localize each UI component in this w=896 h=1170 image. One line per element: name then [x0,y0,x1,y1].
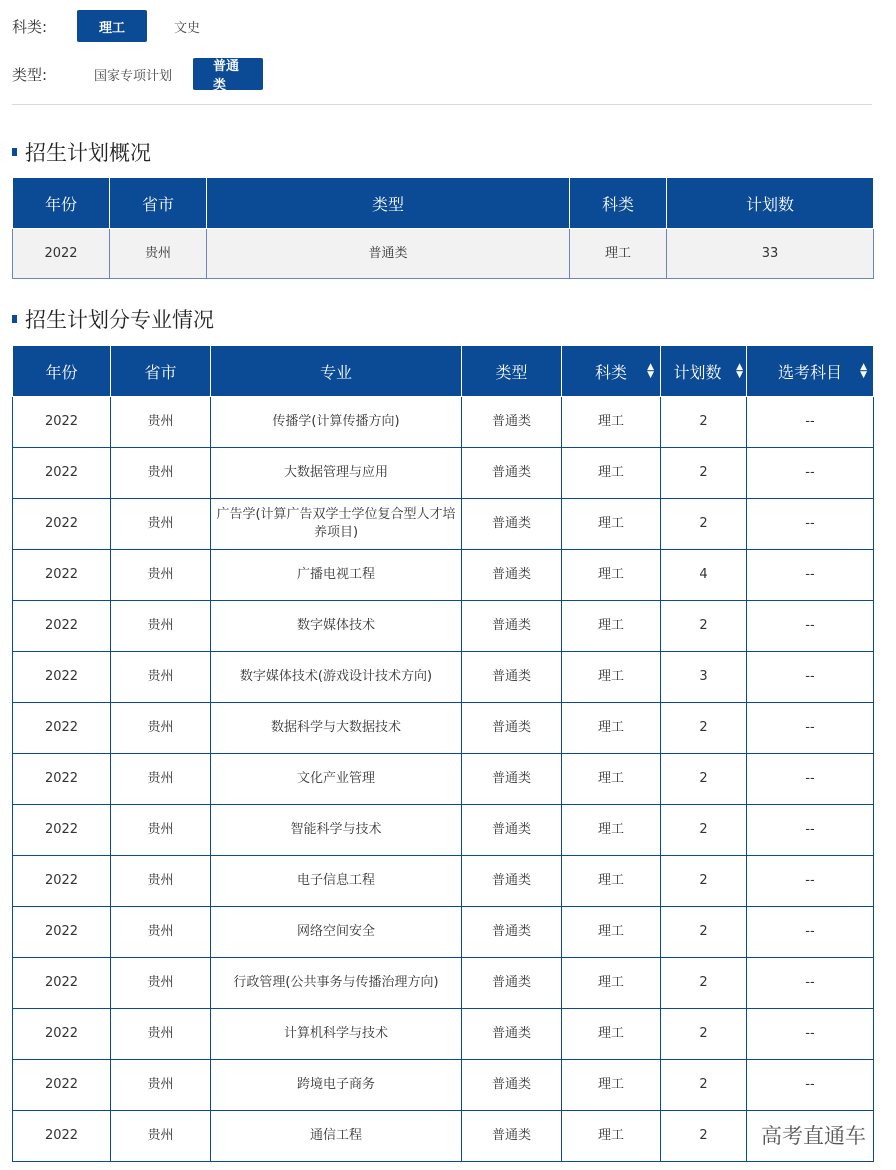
summary-plan-count: 33 [667,229,874,279]
table-row [13,958,874,1009]
detail-header-year: 年份 [13,346,111,397]
summary-table [12,177,874,279]
summary-year: 2022 [13,229,110,279]
cell-type: 普通类 [462,652,562,703]
cell-plan-count: 2 [661,1111,747,1162]
category-filter [12,10,227,42]
cell-province: 贵州 [111,958,211,1009]
cell-category: 理工 [562,907,661,958]
cell-major: 电子信息工程 [211,856,462,907]
cell-category: 理工 [562,1111,661,1162]
cell-province: 贵州 [111,448,211,499]
divider [12,104,872,105]
type-option-national-special[interactable]: 国家专项计划 [93,68,172,84]
cell-major: 数字媒体技术 [211,601,462,652]
cell-year: 2022 [13,1111,111,1162]
detail-header-subjects[interactable] [747,346,874,397]
table-row [13,448,874,499]
table-row [13,805,874,856]
cell-plan-count: 2 [661,1060,747,1111]
cell-category: 理工 [562,856,661,907]
cell-province: 贵州 [111,550,211,601]
cell-year: 2022 [13,856,111,907]
cell-plan-count: 2 [661,805,747,856]
cell-year: 2022 [13,754,111,805]
category-option-science[interactable]: 理工 [77,10,147,42]
detail-header-plan-count-label: 计划数 [673,362,722,382]
cell-plan-count: 2 [661,1009,747,1060]
cell-province: 贵州 [111,1111,211,1162]
summary-header-type: 类型 [207,178,570,229]
detail-table [12,345,874,1162]
table-row [13,1111,874,1162]
cell-major: 传播学(计算传播方向) [211,397,462,448]
cell-subjects: -- [747,805,874,856]
table-row [13,1060,874,1111]
cell-year: 2022 [13,907,111,958]
detail-section-title [12,304,214,334]
cell-type: 普通类 [462,958,562,1009]
title-bullet [12,148,17,156]
detail-header-major: 专业 [211,346,462,397]
cell-subjects: -- [747,448,874,499]
cell-province: 贵州 [111,397,211,448]
cell-year: 2022 [13,499,111,550]
cell-subjects: -- [747,856,874,907]
cell-province: 贵州 [111,1060,211,1111]
cell-subjects: -- [747,550,874,601]
sort-icon[interactable]: ▲ ▼ [736,362,743,380]
table-row [13,856,874,907]
cell-type: 普通类 [462,856,562,907]
cell-plan-count: 2 [661,754,747,805]
cell-year: 2022 [13,805,111,856]
cell-type: 普通类 [462,601,562,652]
cell-province: 贵州 [111,907,211,958]
summary-header-plan-count: 计划数 [667,178,874,229]
cell-type: 普通类 [462,907,562,958]
cell-year: 2022 [13,652,111,703]
cell-category: 理工 [562,1009,661,1060]
summary-title-text: 招生计划概况 [25,141,151,165]
cell-subjects: -- [747,1009,874,1060]
cell-subjects: -- [747,397,874,448]
cell-plan-count: 2 [661,856,747,907]
cell-type: 普通类 [462,1009,562,1060]
cell-major: 计算机科学与技术 [211,1009,462,1060]
table-row [13,550,874,601]
cell-year: 2022 [13,550,111,601]
cell-major: 数字媒体技术(游戏设计技术方向) [211,652,462,703]
summary-header-province: 省市 [110,178,207,229]
detail-header-province: 省市 [111,346,211,397]
detail-header-subjects-label: 选考科目 [777,362,842,382]
table-row [13,907,874,958]
detail-header-category-label: 科类 [594,362,627,382]
cell-plan-count: 3 [661,652,747,703]
summary-row [13,229,874,279]
cell-plan-count: 2 [661,601,747,652]
cell-type: 普通类 [462,805,562,856]
cell-type: 普通类 [462,550,562,601]
table-row [13,1009,874,1060]
category-label: 科类: [12,17,48,36]
cell-province: 贵州 [111,601,211,652]
cell-major: 广告学(计算广告双学士学位复合型人才培养项目) [211,499,462,550]
cell-year: 2022 [13,958,111,1009]
cell-type: 普通类 [462,1111,562,1162]
cell-type: 普通类 [462,1060,562,1111]
cell-subjects: -- [747,1060,874,1111]
cell-type: 普通类 [462,397,562,448]
sort-icon[interactable]: ▲ ▼ [647,362,654,380]
cell-category: 理工 [562,1060,661,1111]
cell-major: 数据科学与大数据技术 [211,703,462,754]
cell-subjects: -- [747,907,874,958]
table-row [13,397,874,448]
table-row [13,652,874,703]
cell-year: 2022 [13,448,111,499]
summary-header-row [13,178,874,229]
detail-title-text: 招生计划分专业情况 [25,308,214,332]
cell-plan-count: 2 [661,958,747,1009]
cell-province: 贵州 [111,652,211,703]
summary-type: 普通类 [207,229,570,279]
cell-subjects: -- [747,958,874,1009]
cell-category: 理工 [562,805,661,856]
table-row [13,601,874,652]
cell-year: 2022 [13,397,111,448]
cell-category: 理工 [562,754,661,805]
cell-year: 2022 [13,1060,111,1111]
type-filter [12,58,263,93]
type-label: 类型: [12,65,48,84]
category-option-arts[interactable]: 文史 [173,20,200,36]
table-row [13,499,874,550]
title-bullet [12,315,17,323]
cell-province: 贵州 [111,499,211,550]
detail-header-category[interactable] [562,346,661,397]
cell-category: 理工 [562,601,661,652]
cell-major: 跨境电子商务 [211,1060,462,1111]
cell-category: 理工 [562,703,661,754]
watermark: 高考直通车 [757,1118,870,1152]
cell-major: 行政管理(公共事务与传播治理方向) [211,958,462,1009]
cell-year: 2022 [13,601,111,652]
cell-plan-count: 2 [661,703,747,754]
summary-header-category: 科类 [570,178,667,229]
summary-province: 贵州 [110,229,207,279]
cell-category: 理工 [562,397,661,448]
sort-icon[interactable]: ▲ ▼ [860,362,867,380]
detail-header-row [13,346,874,397]
cell-major: 网络空间安全 [211,907,462,958]
cell-plan-count: 2 [661,397,747,448]
cell-category: 理工 [562,652,661,703]
cell-year: 2022 [13,1009,111,1060]
cell-type: 普通类 [462,448,562,499]
cell-subjects: -- [747,703,874,754]
cell-major: 大数据管理与应用 [211,448,462,499]
cell-year: 2022 [13,703,111,754]
cell-province: 贵州 [111,805,211,856]
cell-subjects: -- [747,499,874,550]
type-option-regular[interactable]: 普通类 [193,58,263,90]
cell-province: 贵州 [111,703,211,754]
cell-subjects: -- [747,652,874,703]
summary-section-title [12,137,151,167]
cell-province: 贵州 [111,754,211,805]
detail-header-type: 类型 [462,346,562,397]
cell-type: 普通类 [462,499,562,550]
cell-major: 通信工程 [211,1111,462,1162]
cell-plan-count: 2 [661,499,747,550]
summary-header-year: 年份 [13,178,110,229]
cell-category: 理工 [562,499,661,550]
table-row [13,703,874,754]
cell-province: 贵州 [111,1009,211,1060]
cell-type: 普通类 [462,754,562,805]
cell-major: 文化产业管理 [211,754,462,805]
table-row [13,754,874,805]
cell-plan-count: 4 [661,550,747,601]
cell-subjects: -- [747,601,874,652]
cell-type: 普通类 [462,703,562,754]
summary-category: 理工 [570,229,667,279]
cell-category: 理工 [562,448,661,499]
cell-plan-count: 2 [661,907,747,958]
cell-province: 贵州 [111,856,211,907]
cell-major: 智能科学与技术 [211,805,462,856]
cell-category: 理工 [562,550,661,601]
detail-header-plan-count[interactable] [661,346,747,397]
cell-major: 广播电视工程 [211,550,462,601]
cell-subjects: -- [747,754,874,805]
cell-category: 理工 [562,958,661,1009]
cell-plan-count: 2 [661,448,747,499]
